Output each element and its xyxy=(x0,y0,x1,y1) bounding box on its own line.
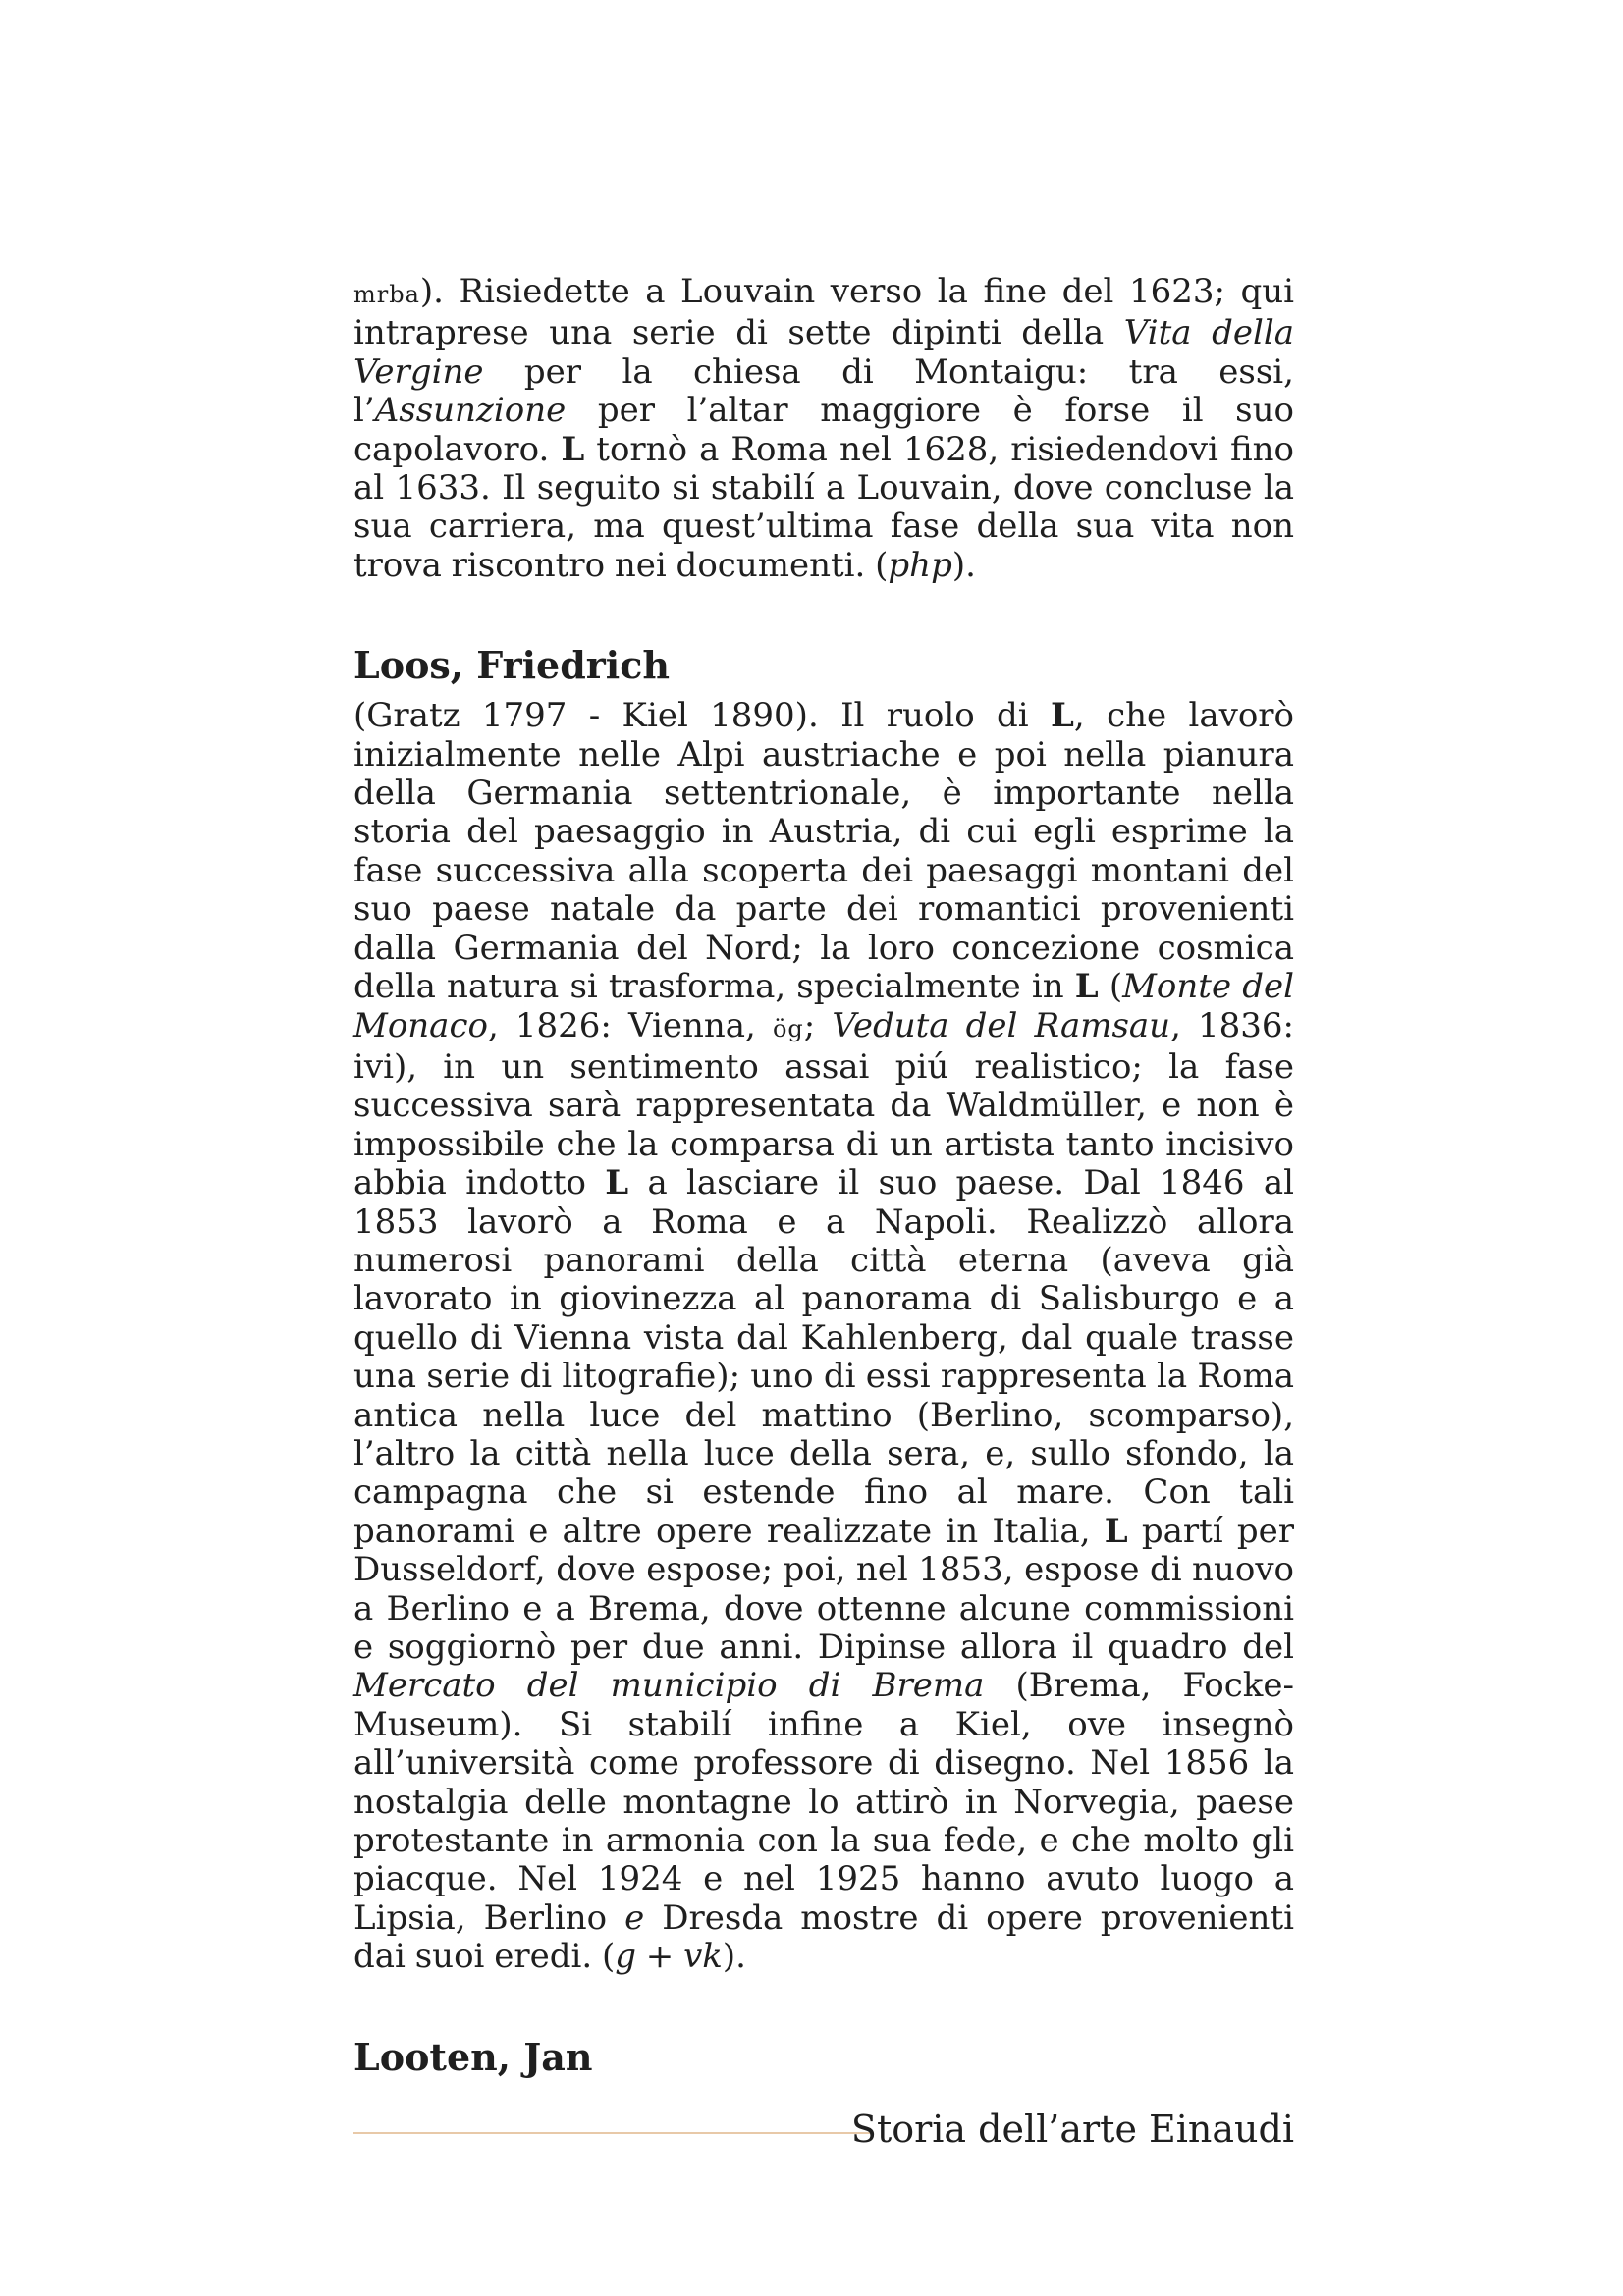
entry-title-looten: Looten, Jan xyxy=(353,2034,593,2079)
artist-abbreviation: L xyxy=(1104,1511,1128,1551)
italic-conjunction: e xyxy=(624,1897,645,1938)
page-content xyxy=(353,273,1294,2089)
author-initials: php xyxy=(888,545,952,585)
abbreviation: mrba xyxy=(353,281,420,308)
author-initials: g + vk xyxy=(615,1937,723,1977)
entry-title-loos: Loos, Friedrich xyxy=(353,643,670,688)
footer-publication-title: Storia dell’arte Einaudi xyxy=(850,2108,1294,2151)
artwork-title: Vita della Vergine xyxy=(353,313,1294,392)
artwork-title: Monte del Monaco xyxy=(353,967,1294,1045)
artwork-title: Mercato del municipio di Brema xyxy=(353,1666,985,1706)
artist-abbreviation: L xyxy=(561,429,585,469)
footer-rule xyxy=(353,2132,874,2134)
artist-abbreviation: L xyxy=(605,1163,629,1203)
page-footer xyxy=(353,2108,1294,2157)
artist-abbreviation: L xyxy=(1051,696,1074,736)
artwork-title: Assunzione xyxy=(374,391,567,431)
artwork-title: Veduta del Ramsau xyxy=(832,1005,1171,1045)
abbreviation: ög xyxy=(772,1014,804,1042)
entry-continuation-paragraph: mrba). Risiedette a Louvain verso la fine del 1623; qui intraprese una serie di sette dipinti della Vita della Vergine per la chiesa di Montaigu: tra essi, l’Assunzione per l’altar maggiore è forse il suo capolavoro. L tornò a Roma nel 1628, risiedendovi fino al 1633. Il seguito si stabilí a Louvain, dove concluse la sua carriera, ma quest’ultima fase della sua vita non trova riscontro nei documenti. (php). xyxy=(353,272,1295,585)
artist-abbreviation: L xyxy=(1074,967,1099,1007)
entry-body-loos: (Gratz 1797 - Kiel 1890). Il ruolo di L, che lavorò inizialmente nelle Alpi austriache e poi nella pianura della Germania settentrionale, è importante nella storia del paesaggio in Austria, di cui egli esprime la fase successiva alla scoperta dei paesaggi montani del suo paese natale da parte dei romantici provenienti dalla Germania del Nord; la loro concezione cosmica della natura si trasforma, specialmente in L (Monte del Monaco, 1826: Vienna, ög; Veduta del Ramsau, 1836: ivi), in un sentimento assai piú realistico; la fase successiva sarà rappresentata da Waldmüller, e non è impossibile che la comparsa di un artista tanto incisivo abbia indotto L a lasciare il suo paese. Dal 1846 al 1853 lavorò a Roma e a Napoli. Realizzò allora numerosi panorami della città eterna (aveva già lavorato in giovinezza al panorama di Salisburgo e a quello di Vienna vista dal Kahlenberg, dal quale trasse una serie di litografie); uno di essi rappresenta la Roma antica nella luce del mattino (Berlino, scomparso), l’altro la città nella luce della sera, e, sullo sfondo, la campagna che si estende fino al mare. Con tali panorami e altre opere realizzate in Italia, L partí per Dusseldorf, dove espose; poi, nel 1853, espose di nuovo a Berlino e a Brema, dove ottenne alcune commissioni e soggiornò per due anni. Dipinse allora il quadro del Mercato del municipio di Brema (Brema, Focke-Museum). Si stabilí infine a Kiel, ove insegnò all’università come professore di disegno. Nel 1856 la nostalgia delle montagne lo attirò in Norvegia, paese protestante in armonia con la sua fede, e che molto gli piacque. Nel 1924 e nel 1925 hanno avuto luogo a Lipsia, Berlino e Dresda mostre di opere provenienti dai suoi eredi. (g + vk). xyxy=(353,696,1295,1977)
